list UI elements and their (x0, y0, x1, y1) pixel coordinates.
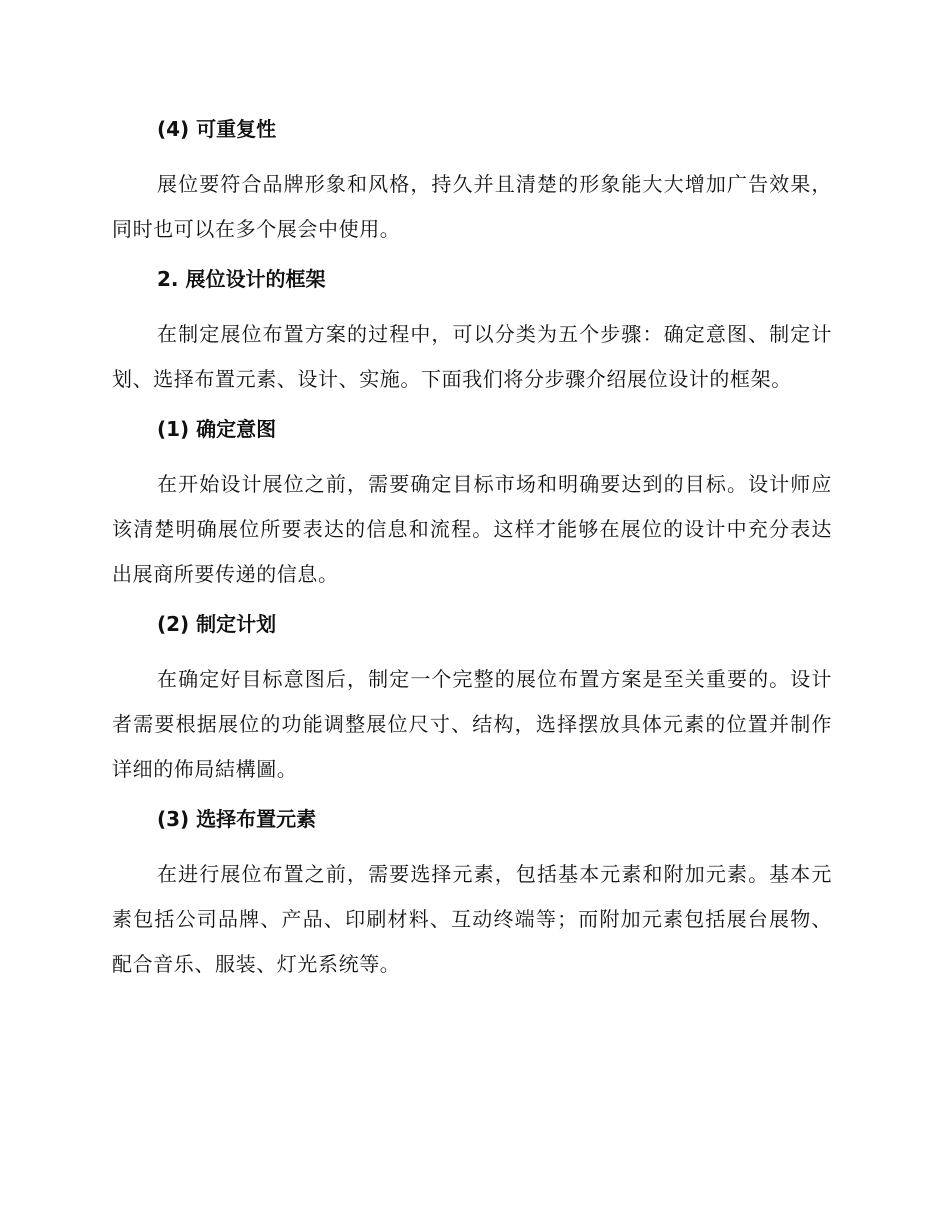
section-heading-make-plan: (2) 制定计划 (157, 612, 277, 636)
document-body (112, 110, 832, 987)
section-paragraph-select-elements: 在进行展位布置之前，需要选择元素，包括基本元素和附加元素。基本元素包括公司品牌、产品、印刷材料、互动终端等；而附加元素包括展台展物、配合音乐、服装、灯光系统等。 (112, 862, 832, 976)
section-paragraph-booth-design-framework: 在制定展位布置方案的过程中，可以分类为五个步骤：确定意图、制定计划、选择布置元素、设计、实施。下面我们将分步骤介绍展位设计的框架。 (112, 322, 832, 391)
section-heading-repeatability: (4) 可重复性 (157, 117, 277, 141)
section-paragraph-determine-intent: 在开始设计展位之前，需要确定目标市场和明确要达到的目标。设计师应该清楚明确展位所要表达的信息和流程。这样才能够在展位的设计中充分表达出展商所要传递的信息。 (112, 472, 832, 586)
section-heading-select-elements: (3) 选择布置元素 (157, 807, 317, 831)
section-paragraph-make-plan: 在确定好目标意图后，制定一个完整的展位布置方案是至关重要的。设计者需要根据展位的功能调整展位尺寸、结构，选择摆放具体元素的位置并制作详细的佈局結構圖。 (112, 667, 832, 781)
section-paragraph-repeatability: 展位要符合品牌形象和风格，持久并且清楚的形象能大大增加广告效果，同时也可以在多个展会中使用。 (112, 172, 832, 241)
section-heading-booth-design-framework: 2. 展位设计的框架 (157, 267, 326, 291)
section-heading-determine-intent: (1) 确定意图 (157, 417, 277, 441)
